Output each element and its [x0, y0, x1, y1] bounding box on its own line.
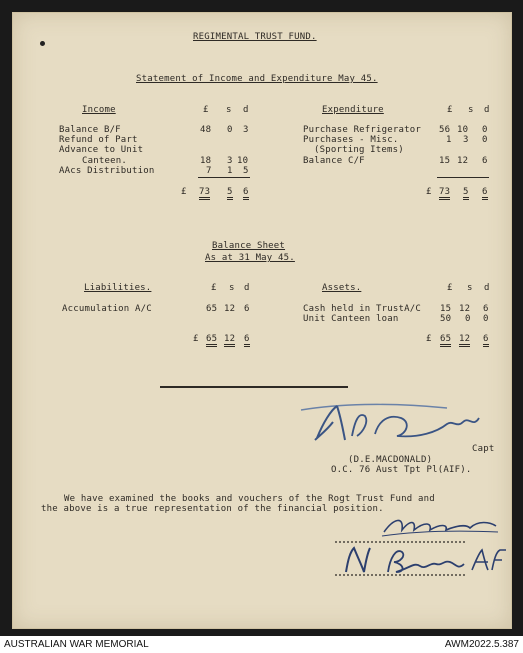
liabilities-col-pounds: £: [211, 283, 217, 293]
income-subtotal-rule: [198, 177, 250, 178]
expenditure-subtotal-rule: [437, 177, 489, 178]
signature-mason: [380, 512, 500, 540]
income-row-shillings: 1: [227, 166, 233, 176]
footer-accession-number: AWM2022.5.387: [444, 639, 519, 650]
expenditure-col-pounds: £: [447, 105, 453, 115]
income-row-label: AAcs Distribution: [59, 166, 155, 176]
expenditure-row-shillings: 12: [457, 156, 469, 166]
footer-institution: AUSTRALIAN WAR MEMORIAL: [4, 639, 149, 650]
expenditure-total-shillings: 5: [463, 187, 469, 200]
income-row-shillings: 0: [227, 125, 233, 135]
assets-total-shillings: 12: [459, 334, 470, 347]
expenditure-row-pounds: 1: [446, 135, 452, 145]
assets-col-shillings: s: [467, 283, 473, 293]
signature-burstead: [340, 542, 510, 576]
assets-col-pounds: £: [447, 283, 453, 293]
income-col-shillings: s: [226, 105, 232, 115]
income-row-label: Refund of Part: [59, 135, 138, 145]
income-row-label: Canteen.: [82, 156, 127, 166]
signatory-name: (D.E.MACDONALD): [348, 455, 433, 465]
income-row-pounds: 48: [200, 125, 212, 135]
assets-row-pence: 0: [483, 314, 489, 324]
assets-row-label: Unit Canteen loan: [303, 314, 399, 324]
assets-row-shillings: 0: [465, 314, 471, 324]
income-row-pence: 10: [237, 156, 249, 166]
income-row-pence: 3: [243, 125, 249, 135]
assets-row-shillings: 12: [459, 304, 471, 314]
expenditure-row-pounds: 56: [439, 125, 451, 135]
expenditure-row-label: Purchases - Misc.: [303, 135, 399, 145]
liabilities-row-shillings: 12: [224, 304, 236, 314]
punch-mark: [40, 41, 45, 46]
liabilities-col-shillings: s: [229, 283, 235, 293]
income-col-pence: d: [243, 105, 249, 115]
expenditure-row-pence: 0: [482, 135, 488, 145]
statement-title: Statement of Income and Expenditure May 45.: [136, 74, 378, 84]
expenditure-total-pounds: 73: [439, 187, 450, 200]
expenditure-total-pence: 6: [482, 187, 488, 200]
income-row-label: Balance B/F: [59, 125, 121, 135]
expenditure-row-pounds: 15: [439, 156, 451, 166]
income-row-shillings: 3: [227, 156, 233, 166]
assets-row-pounds: 15: [440, 304, 452, 314]
expenditure-row-pence: 6: [482, 156, 488, 166]
expenditure-row-shillings: 10: [457, 125, 469, 135]
dotted-signature-line: [335, 573, 465, 577]
income-row-pence: 5: [243, 166, 249, 176]
income-heading: Income: [82, 105, 116, 115]
liabilities-total-pounds: 65: [206, 334, 217, 347]
liabilities-total-pence: 6: [244, 334, 250, 347]
assets-total-pence: 6: [483, 334, 489, 347]
certification-line-1: We have examined the books and vouchers of the Rogt Trust Fund and: [64, 494, 435, 504]
assets-total-pounds: 65: [440, 334, 451, 347]
assets-heading: Assets.: [322, 283, 362, 293]
section-divider: [160, 386, 348, 388]
signatory-position: O.C. 76 Aust Tpt Pl(AIF).: [331, 465, 472, 475]
income-row-label: Advance to Unit: [59, 145, 144, 155]
expenditure-col-shillings: s: [468, 105, 474, 115]
income-total-currency: £: [181, 187, 187, 197]
assets-row-label: Cash held in TrustA/C: [303, 304, 421, 314]
income-row-pounds: 18: [200, 156, 212, 166]
expenditure-heading: Expenditure: [322, 105, 384, 115]
assets-row-pounds: 50: [440, 314, 452, 324]
liabilities-col-pence: d: [244, 283, 250, 293]
expenditure-row-shillings: 3: [463, 135, 469, 145]
signature-macdonald: [297, 398, 487, 448]
signatory-rank: Capt: [472, 444, 495, 454]
liabilities-row-pence: 6: [244, 304, 250, 314]
income-total-pounds: 73: [199, 187, 210, 200]
expenditure-row-label: (Sporting Items): [314, 145, 404, 155]
liabilities-total-shillings: 12: [224, 334, 235, 347]
liabilities-total-currency: £: [193, 334, 199, 344]
archive-footer: [0, 636, 523, 653]
balance-sheet-date: As at 31 May 45.: [205, 253, 295, 263]
assets-col-pence: d: [484, 283, 490, 293]
expenditure-col-pence: d: [484, 105, 490, 115]
income-col-pounds: £: [203, 105, 209, 115]
certification-line-2: the above is a true representation of the financial position.: [41, 504, 384, 514]
document-title: REGIMENTAL TRUST FUND.: [193, 32, 317, 42]
expenditure-total-currency: £: [426, 187, 432, 197]
assets-row-pence: 6: [483, 304, 489, 314]
liabilities-heading: Liabilities.: [84, 283, 152, 293]
income-total-shillings: 5: [227, 187, 233, 200]
income-total-pence: 6: [243, 187, 249, 200]
expenditure-row-label: Balance C/F: [303, 156, 365, 166]
expenditure-row-label: Purchase Refrigerator: [303, 125, 421, 135]
liabilities-row-pounds: 65: [206, 304, 218, 314]
balance-sheet-title: Balance Sheet: [212, 241, 286, 251]
assets-total-currency: £: [426, 334, 432, 344]
income-row-pounds: 7: [206, 166, 212, 176]
liabilities-row-label: Accumulation A/C: [62, 304, 152, 314]
expenditure-row-pence: 0: [482, 125, 488, 135]
